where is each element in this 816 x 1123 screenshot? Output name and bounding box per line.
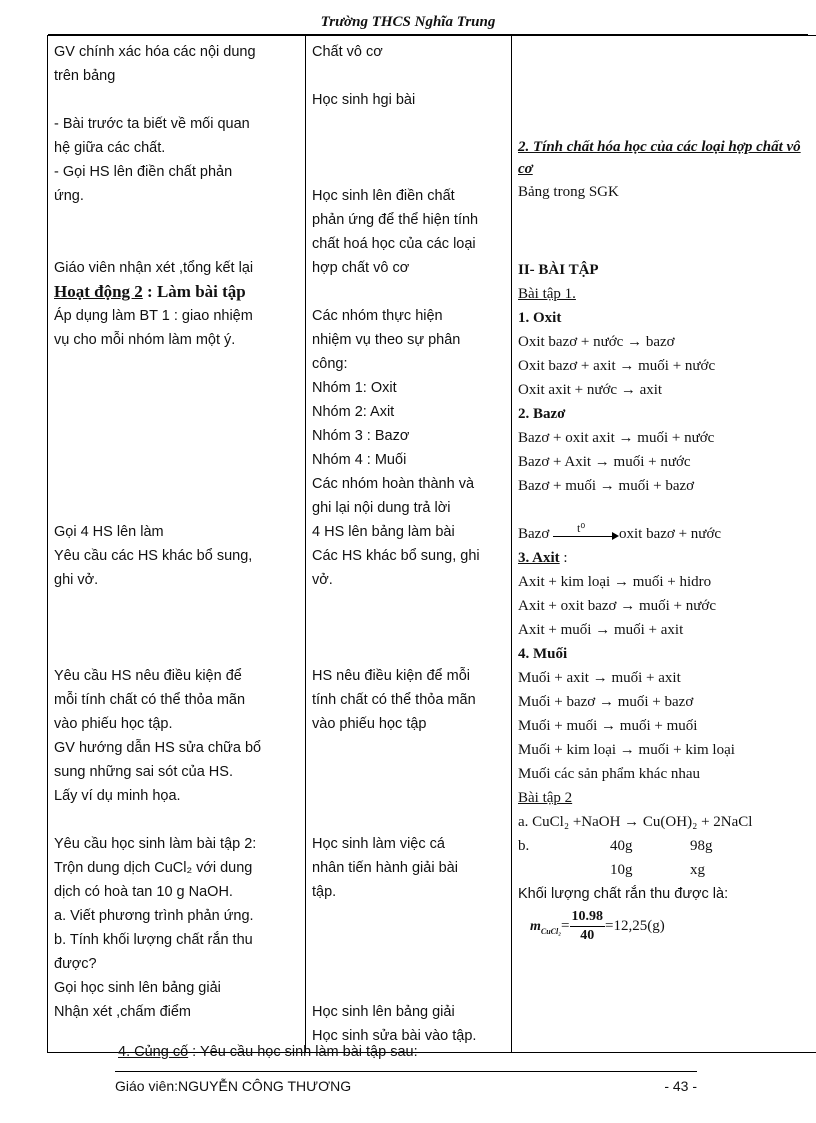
mass-fraction: $\frac{10.98}{40}$: [571, 909, 603, 943]
reaction-line: Bazơ + oxit axit → muối + nước: [518, 430, 715, 446]
teacher-line: ghi vở.: [54, 572, 99, 588]
reaction-line: Bazơ + Axit → muối + nước: [518, 454, 691, 470]
reaction-line: Bazơ + muối → muối + bazơ: [518, 478, 695, 494]
oxide-title: 1. Oxit: [518, 310, 562, 326]
reaction-line: Oxit bazơ + nước → bazơ: [518, 334, 675, 350]
student-line: ghi lại nội dung trả lời: [312, 500, 451, 516]
exercise2-row1: b. 40g 98g: [518, 838, 713, 854]
page-number: - 43 -: [664, 1078, 697, 1094]
page-footer: [115, 1078, 697, 1094]
student-line: [312, 952, 505, 976]
page-header: Trường THCS Nghĩa Trung: [320, 14, 496, 30]
exercise2-row2: 10g xg: [610, 862, 705, 878]
student-line: tập.: [312, 884, 337, 900]
lesson-table: [47, 35, 816, 1053]
student-line: Học sinh lên bảng giải: [312, 1004, 455, 1020]
teacher-line: GV chính xác hóa các nội dung: [54, 44, 256, 60]
student-line: [312, 904, 505, 928]
teacher-line: Áp dụng làm BT 1 : giao nhiệm: [54, 308, 253, 324]
base-title: 2. Bazơ: [518, 406, 566, 422]
exercise1-title: Bài tập 1.: [518, 286, 576, 302]
teacher-line: [54, 808, 299, 832]
teacher-line: [54, 400, 299, 424]
student-activity-column: [306, 36, 512, 1053]
student-line: Học sinh sửa bài vào tập.: [312, 1028, 477, 1044]
student-line: tính chất có thể thỏa mãn: [312, 692, 476, 708]
teacher-line: được?: [54, 956, 97, 972]
student-line: [312, 64, 505, 88]
student-line: [312, 760, 505, 784]
student-line: [312, 160, 505, 184]
teacher-line: [54, 88, 299, 112]
student-line: Chất vô cơ: [312, 44, 383, 60]
content-column: [512, 36, 816, 1053]
student-line: [312, 640, 505, 664]
mass-intro: Khối lượng chất rắn thu được là:: [518, 886, 729, 902]
teacher-activity-text: [54, 40, 299, 1024]
teacher-line: [54, 424, 299, 448]
mass-formula: $m_{CuCl_2}=$ $\frac{10.98}{40}$ =12,25(g): [530, 909, 665, 943]
student-line: [312, 784, 505, 808]
teacher-line: [54, 496, 299, 520]
student-line: phản ứng để thể hiện tính: [312, 212, 479, 228]
teacher-line: Gọi 4 HS lên làm: [54, 524, 164, 540]
student-line: chất hoá học của các loại: [312, 236, 476, 252]
acid-title-row: 3. Axit :: [518, 550, 568, 566]
student-line: Học sinh lên điền chất: [312, 188, 455, 204]
student-line: 4 HS lên bảng làm bài: [312, 524, 455, 540]
section2-title: 2. Tính chất hóa học của các loại hợp chất vô cơ: [518, 139, 801, 177]
teacher-line: trên bảng: [54, 68, 116, 84]
student-line: vào phiếu học tập: [312, 716, 427, 732]
student-line: vở.: [312, 572, 333, 588]
teacher-line: - Gọi HS lên điền chất phản: [54, 164, 233, 180]
student-line: [312, 736, 505, 760]
teacher-line: mỗi tính chất có thể thỏa mãn: [54, 692, 246, 708]
teacher-line: [54, 448, 299, 472]
student-line: Các nhóm thực hiện: [312, 308, 443, 324]
teacher-line: ứng.: [54, 188, 84, 204]
student-line: [312, 112, 505, 136]
student-line: [312, 592, 505, 616]
student-line: Học sinh hgi bài: [312, 92, 416, 108]
student-line: Nhóm 2: Axit: [312, 404, 395, 420]
base-heat-reaction: Bazơ t⁰ oxit bazơ + nước: [518, 520, 722, 542]
student-line: hợp chất vô cơ: [312, 260, 410, 276]
oxide-reactions: [518, 330, 810, 402]
student-line: Nhóm 4 : Muối: [312, 452, 407, 468]
student-line: Nhóm 1: Oxit: [312, 380, 397, 396]
student-line: Nhóm 3 : Bazơ: [312, 428, 410, 444]
teacher-line: hệ giữa các chất.: [54, 140, 166, 156]
reaction-line: Axit + oxit bazơ → muối + nước: [518, 598, 716, 614]
acid-reactions: [518, 570, 810, 642]
student-line: [312, 928, 505, 952]
teacher-line: Giáo viên nhận xét ,tổng kết lại: [54, 260, 254, 276]
student-line: nhân tiến hành giải bài: [312, 860, 458, 876]
reaction-line: Muối + bazơ → muối + bazơ: [518, 694, 694, 710]
teacher-line: GV hướng dẫn HS sửa chữa bổ: [54, 740, 262, 756]
student-line: công:: [312, 356, 348, 372]
consolidation-line: 4. Củng cố : Yêu cầu học sinh làm bài tập sau:: [118, 1044, 418, 1060]
section2-note: Bảng trong SGK: [518, 184, 619, 200]
reaction-line: Axit + muối → muối + axit: [518, 622, 684, 638]
teacher-line: [54, 376, 299, 400]
student-line: Học sinh làm việc cá: [312, 836, 445, 852]
reaction-line: Axit + kim loại → muối + hidro: [518, 574, 712, 590]
teacher-line: a. Viết phương trình phản ứng.: [54, 908, 254, 924]
acid-title: 3. Axit: [518, 550, 560, 566]
teacher-line: Trộn dung dịch CuCl₂ với dung: [54, 860, 253, 876]
exercises-title: II- BÀI TẬP: [518, 262, 599, 278]
salt-reactions: [518, 666, 810, 786]
student-line: [312, 808, 505, 832]
teacher-line: [54, 592, 299, 616]
teacher-name: Giáo viên:NGUYỄN CÔNG THƯƠNG: [115, 1078, 352, 1094]
teacher-line: Lấy ví dụ minh họa.: [54, 788, 181, 804]
footer-rule: [115, 1071, 697, 1072]
base-reactions: [518, 426, 810, 498]
exercise2-equation: a. CuCl₂ +NaOH → Cu(OH)₂ + 2NaCl: [518, 814, 753, 830]
student-line: [312, 136, 505, 160]
student-line: nhiệm vụ theo sự phân: [312, 332, 461, 348]
student-line: Các nhóm hoàn thành và: [312, 476, 475, 492]
reaction-line: Muối các sản phẩm khác nhau: [518, 766, 701, 782]
teacher-line: Yêu cầu HS nêu điều kiện để: [54, 668, 242, 684]
teacher-line: [54, 640, 299, 664]
student-line: HS nêu điều kiện để mỗi: [312, 668, 470, 684]
student-activity-text: [312, 40, 505, 1048]
teacher-line: sung những sai sót của HS.: [54, 764, 233, 780]
reaction-line: Oxit axit + nước → axit: [518, 382, 663, 398]
salt-title: 4. Muối: [518, 646, 568, 662]
teacher-line: - Bài trước ta biết về mối quan: [54, 116, 250, 132]
teacher-activity-column: [48, 36, 306, 1053]
teacher-line: [54, 208, 299, 232]
heat-arrow-icon: t⁰: [553, 528, 619, 542]
teacher-line: dịch có hoà tan 10 g NaOH.: [54, 884, 233, 900]
teacher-line: vào phiếu học tập.: [54, 716, 173, 732]
teacher-line: [54, 232, 299, 256]
teacher-line: [54, 472, 299, 496]
teacher-line: Yêu cầu học sinh làm bài tập 2:: [54, 836, 257, 852]
reaction-line: Muối + axit → muối + axit: [518, 670, 681, 686]
teacher-line: Nhận xét ,chấm điểm: [54, 1004, 192, 1020]
reaction-line: Oxit bazơ + axit → muối + nước: [518, 358, 716, 374]
exercise2-title: Bài tập 2: [518, 790, 573, 806]
student-line: Các HS khác bổ sung, ghi: [312, 548, 480, 564]
student-line: [312, 280, 505, 304]
teacher-line: [54, 616, 299, 640]
reaction-line: Muối + kim loại → muối + kim loại: [518, 742, 735, 758]
student-line: [312, 616, 505, 640]
teacher-line: Hoạt động 2 : Làm bài tập: [54, 282, 246, 301]
student-line: [312, 976, 505, 1000]
teacher-line: [54, 352, 299, 376]
teacher-line: Gọi học sinh lên bảng giải: [54, 980, 221, 996]
teacher-line: b. Tính khối lượng chất rắn thu: [54, 932, 253, 948]
reaction-line: Muối + muối → muối + muối: [518, 718, 698, 734]
teacher-line: Yêu cầu các HS khác bổ sung,: [54, 548, 253, 564]
teacher-line: vụ cho mỗi nhóm làm một ý.: [54, 332, 236, 348]
